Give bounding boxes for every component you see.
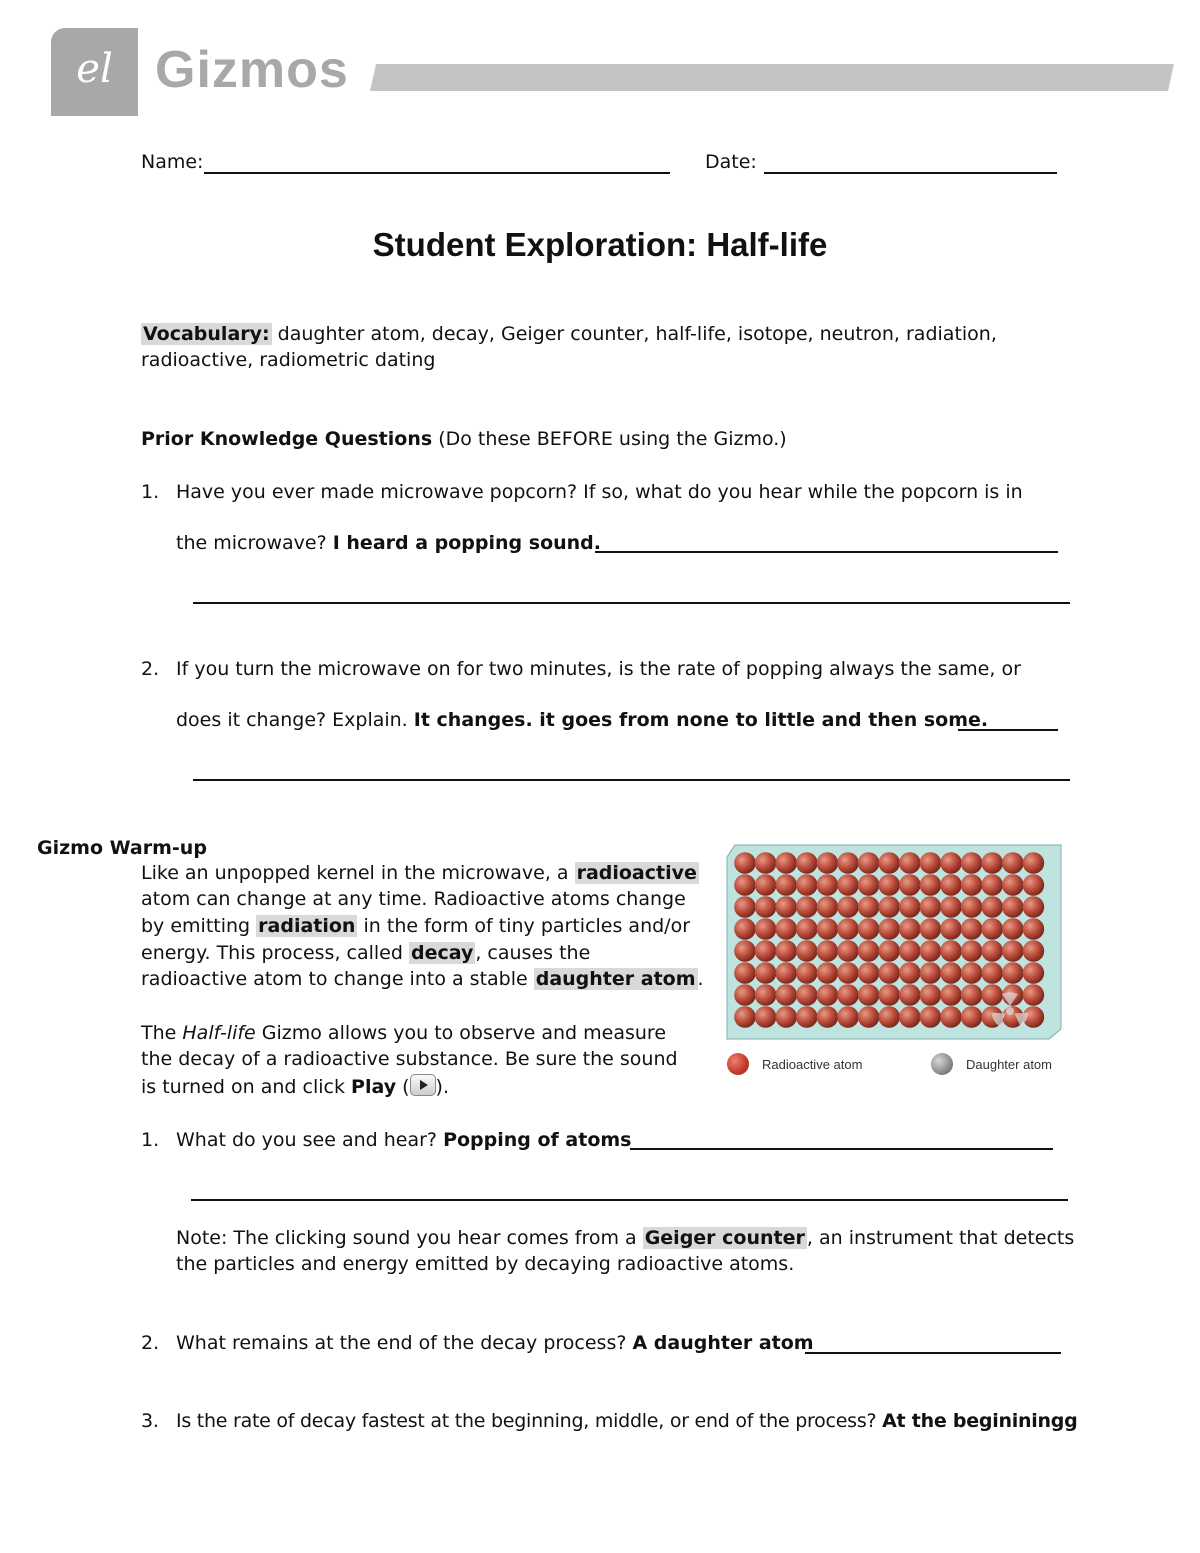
radioactive-atom	[817, 896, 839, 918]
radioactive-atom	[981, 918, 1003, 940]
radioactive-atom	[858, 962, 880, 984]
radioactive-atom	[755, 852, 777, 874]
radioactive-atom	[920, 984, 942, 1006]
logo	[51, 28, 138, 116]
radioactive-atom	[817, 940, 839, 962]
warmup-p1-line2: atom can change at any time. Radioactive atoms change	[141, 888, 686, 910]
radioactive-atom	[775, 940, 797, 962]
radioactive-atom	[961, 1006, 983, 1028]
warmup-q2-answer-line[interactable]	[805, 1352, 1061, 1354]
radioactive-atom	[1002, 940, 1024, 962]
prior-q2-text: If you turn the microwave on for two minutes, is the rate of popping always the same, or	[176, 658, 1021, 680]
radioactive-atom	[775, 984, 797, 1006]
radioactive-atom	[940, 940, 962, 962]
term-decay: decay	[410, 942, 474, 964]
radioactive-atom	[940, 1006, 962, 1028]
radioactive-atom	[920, 852, 942, 874]
radioactive-atom	[1002, 896, 1024, 918]
radioactive-atom	[899, 874, 921, 896]
warmup-text: Gizmo allows you to observe and measure	[255, 1022, 667, 1044]
warmup-q2-answer[interactable]: A daughter atom	[632, 1332, 814, 1354]
warmup-text: energy. This process, called	[141, 942, 409, 964]
radioactive-atom	[940, 896, 962, 918]
radioactive-atom	[817, 918, 839, 940]
radioactive-atom	[734, 962, 756, 984]
radioactive-atom	[858, 984, 880, 1006]
radioactive-atom	[899, 896, 921, 918]
radioactive-atom	[920, 874, 942, 896]
radioactive-atom	[755, 918, 777, 940]
warmup-heading: Gizmo Warm-up	[37, 837, 207, 859]
vocabulary-line-1	[141, 321, 997, 347]
warmup-q3-number: 3.	[141, 1410, 159, 1432]
warmup-q1-answer-line[interactable]	[630, 1148, 1053, 1150]
radioactive-atom	[796, 940, 818, 962]
warmup-p2-line3	[141, 1074, 449, 1100]
note-line2: the particles and energy emitted by decaying radioactive atoms.	[176, 1253, 795, 1275]
radioactive-atom	[858, 940, 880, 962]
prior-q2-line2	[176, 707, 988, 733]
radioactive-atom	[981, 896, 1003, 918]
warmup-q1-number: 1.	[141, 1129, 160, 1151]
term-radiation: radiation	[258, 915, 356, 937]
prior-q1-text: Have you ever made microwave popcorn? If so, what do you hear while the popcorn is in	[176, 481, 1023, 503]
radioactive-atom	[878, 896, 900, 918]
radioactive-atom	[878, 940, 900, 962]
name-field[interactable]	[204, 172, 670, 174]
radioactive-legend-swatch	[727, 1053, 749, 1075]
radioactive-atom	[734, 874, 756, 896]
radioactive-atom	[899, 1006, 921, 1028]
term-geiger-counter: Geiger counter	[644, 1227, 805, 1249]
term-radioactive: radioactive	[576, 862, 697, 884]
warmup-q2-text: What remains at the end of the decay process?	[176, 1332, 633, 1354]
radioactive-atom	[837, 984, 859, 1006]
radioactive-atom	[837, 874, 859, 896]
radioactive-atom	[775, 874, 797, 896]
radioactive-atom	[817, 852, 839, 874]
warmup-text: is turned on and click	[141, 1076, 352, 1098]
radioactive-atom	[1023, 874, 1045, 896]
prior-heading-text: Prior Knowledge Questions	[141, 428, 433, 450]
play-icon	[410, 1074, 436, 1096]
radioactive-legend-label: Radioactive atom	[762, 1057, 863, 1072]
radioactive-atom	[734, 852, 756, 874]
vocabulary-terms-2: radioactive, radiometric dating	[141, 349, 436, 371]
radioactive-atom	[755, 962, 777, 984]
warmup-text: ).	[435, 1076, 449, 1098]
radioactive-atom	[837, 940, 859, 962]
warmup-q3-text: Is the rate of decay fastest at the beginning, middle, or end of the process?	[176, 1410, 883, 1432]
term-daughter-atom: daughter atom	[535, 968, 696, 990]
note-text: , an instrument that detects	[806, 1227, 1075, 1249]
prior-q1-number: 1.	[141, 481, 160, 503]
radioactive-atom	[920, 918, 942, 940]
radioactive-atom	[899, 962, 921, 984]
prior-q2-text-2: does it change? Explain.	[176, 709, 414, 731]
atom-grid-figure	[725, 843, 1063, 1043]
radioactive-atom	[837, 918, 859, 940]
note-text: Note: The clicking sound you hear comes from a	[176, 1227, 643, 1249]
radioactive-atom	[899, 940, 921, 962]
radioactive-atom	[940, 852, 962, 874]
radioactive-atom	[796, 1006, 818, 1028]
prior-q2-answer-line[interactable]	[958, 729, 1058, 731]
radioactive-atom	[920, 962, 942, 984]
radioactive-atom	[1023, 984, 1045, 1006]
radioactive-atom	[858, 874, 880, 896]
play-word: Play	[351, 1076, 397, 1098]
radioactive-atom	[961, 852, 983, 874]
radioactive-atom	[775, 1006, 797, 1028]
warmup-p1-line5	[141, 966, 704, 992]
vocabulary-terms-1: daughter atom, decay, Geiger counter, half-life, isotope, neutron, radiation,	[271, 323, 997, 345]
radioactive-atom	[817, 962, 839, 984]
radioactive-atom	[878, 984, 900, 1006]
radioactive-atom	[940, 918, 962, 940]
warmup-text: , causes the	[475, 942, 591, 964]
radioactive-atom	[1002, 962, 1024, 984]
name-label: Name:	[141, 151, 204, 173]
radioactive-atom	[796, 874, 818, 896]
radioactive-atom	[837, 896, 859, 918]
radioactive-atom	[796, 852, 818, 874]
radioactive-atom	[961, 962, 983, 984]
radioactive-atom	[981, 962, 1003, 984]
radioactive-atom	[734, 1006, 756, 1028]
radioactive-atom	[796, 896, 818, 918]
prior-q2-answer-line-2[interactable]	[193, 779, 1070, 781]
warmup-p2-line1	[141, 1020, 666, 1046]
radioactive-atom	[775, 962, 797, 984]
warmup-text: The	[141, 1022, 183, 1044]
radioactive-atom	[734, 940, 756, 962]
radioactive-atom	[920, 940, 942, 962]
brand-name: Gizmos	[155, 41, 349, 99]
daughter-legend-label: Daughter atom	[966, 1057, 1052, 1072]
radioactive-atom	[734, 896, 756, 918]
page-title: Student Exploration: Half-life	[372, 226, 828, 263]
warmup-q1	[141, 1127, 632, 1153]
radioactive-atom	[981, 874, 1003, 896]
date-label: Date:	[705, 151, 757, 173]
prior-q1-answer-line[interactable]	[595, 551, 1058, 553]
radioactive-atom	[940, 962, 962, 984]
radioactive-atom	[940, 984, 962, 1006]
prior-q1-line2	[176, 530, 601, 556]
radioactive-atom	[961, 940, 983, 962]
warmup-text: by emitting	[141, 915, 257, 937]
radioactive-atom	[817, 874, 839, 896]
radioactive-atom	[775, 918, 797, 940]
radioactive-atom	[755, 940, 777, 962]
radioactive-atom	[961, 918, 983, 940]
radioactive-atom	[796, 918, 818, 940]
radioactive-atom	[899, 852, 921, 874]
prior-q2-line1	[141, 656, 1021, 682]
radioactive-atom	[858, 852, 880, 874]
warmup-p1-line3	[141, 913, 690, 939]
radioactive-atom	[755, 1006, 777, 1028]
radioactive-atom	[940, 874, 962, 896]
radioactive-atom	[1002, 874, 1024, 896]
prior-q1-answer-line-2[interactable]	[193, 602, 1070, 604]
radioactive-atom	[878, 852, 900, 874]
warmup-q1-answer-line-2[interactable]	[191, 1199, 1068, 1201]
prior-q1-answer[interactable]: I heard a popping sound.	[332, 532, 602, 554]
prior-q2-number: 2.	[141, 658, 160, 680]
vocabulary-label: Vocabulary:	[143, 323, 270, 345]
radioactive-atom	[1002, 852, 1024, 874]
radioactive-atom	[981, 852, 1003, 874]
radioactive-atom	[796, 962, 818, 984]
warmup-q1-answer[interactable]: Popping of atoms	[443, 1129, 632, 1151]
note-line1	[176, 1225, 1074, 1251]
prior-knowledge-heading	[141, 426, 787, 452]
radioactive-atom	[858, 896, 880, 918]
radioactive-atom	[1023, 918, 1045, 940]
warmup-p1-line1	[141, 860, 699, 886]
warmup-text: radioactive atom to change into a stable	[141, 968, 534, 990]
radioactive-atom	[1023, 896, 1045, 918]
radioactive-atom	[961, 874, 983, 896]
radioactive-atom	[899, 918, 921, 940]
radioactive-atom	[878, 1006, 900, 1028]
logo-glyph: el	[76, 46, 113, 92]
radioactive-atom	[796, 984, 818, 1006]
warmup-q3	[141, 1408, 1078, 1434]
warmup-text: (	[396, 1076, 410, 1098]
radioactive-atom	[1002, 918, 1024, 940]
radioactive-atom	[899, 984, 921, 1006]
radioactive-atom	[920, 896, 942, 918]
warmup-text: in the form of tiny particles and/or	[357, 915, 691, 937]
radioactive-atom	[981, 984, 1003, 1006]
radioactive-atom	[755, 984, 777, 1006]
radioactive-atom	[1023, 940, 1045, 962]
warmup-p2-line2: the decay of a radioactive substance. Be sure the sound	[141, 1048, 678, 1070]
radioactive-atom	[1023, 852, 1045, 874]
warmup-text: .	[697, 968, 704, 990]
radioactive-atom	[734, 918, 756, 940]
warmup-q2	[141, 1330, 814, 1356]
warmup-p1-line4	[141, 940, 590, 966]
radioactive-atom	[878, 874, 900, 896]
prior-q1-text-2: the microwave?	[176, 532, 333, 554]
radioactive-atom	[775, 896, 797, 918]
warmup-q3-answer[interactable]: At the begininingg	[882, 1410, 1078, 1432]
radioactive-atom	[755, 874, 777, 896]
radioactive-atom	[837, 1006, 859, 1028]
gizmo-name: Half-life	[182, 1022, 256, 1044]
warmup-q1-text: What do you see and hear?	[176, 1129, 444, 1151]
radioactive-atom	[858, 918, 880, 940]
radioactive-atom	[817, 984, 839, 1006]
prior-note: (Do these BEFORE using the Gizmo.)	[432, 428, 787, 450]
warmup-q2-number: 2.	[141, 1332, 160, 1354]
radioactive-atom	[961, 896, 983, 918]
radioactive-atom	[734, 984, 756, 1006]
date-field[interactable]	[764, 172, 1057, 174]
radioactive-atom	[817, 1006, 839, 1028]
header-bar	[370, 64, 1174, 91]
radioactive-atom	[920, 1006, 942, 1028]
radioactive-atom	[775, 852, 797, 874]
radioactive-atom	[858, 1006, 880, 1028]
radioactive-atom	[981, 940, 1003, 962]
prior-q2-answer[interactable]: It changes. it goes from none to little and then some.	[413, 709, 989, 731]
radioactive-atom	[1023, 962, 1045, 984]
radioactive-atom	[961, 984, 983, 1006]
daughter-legend-swatch	[931, 1053, 953, 1075]
radioactive-atom	[837, 962, 859, 984]
radioactive-atom	[878, 962, 900, 984]
prior-q1-line1	[141, 479, 1023, 505]
radioactive-atom	[878, 918, 900, 940]
radioactive-atom	[755, 896, 777, 918]
warmup-text: Like an unpopped kernel in the microwave, a	[141, 862, 575, 884]
radioactive-atom	[837, 852, 859, 874]
